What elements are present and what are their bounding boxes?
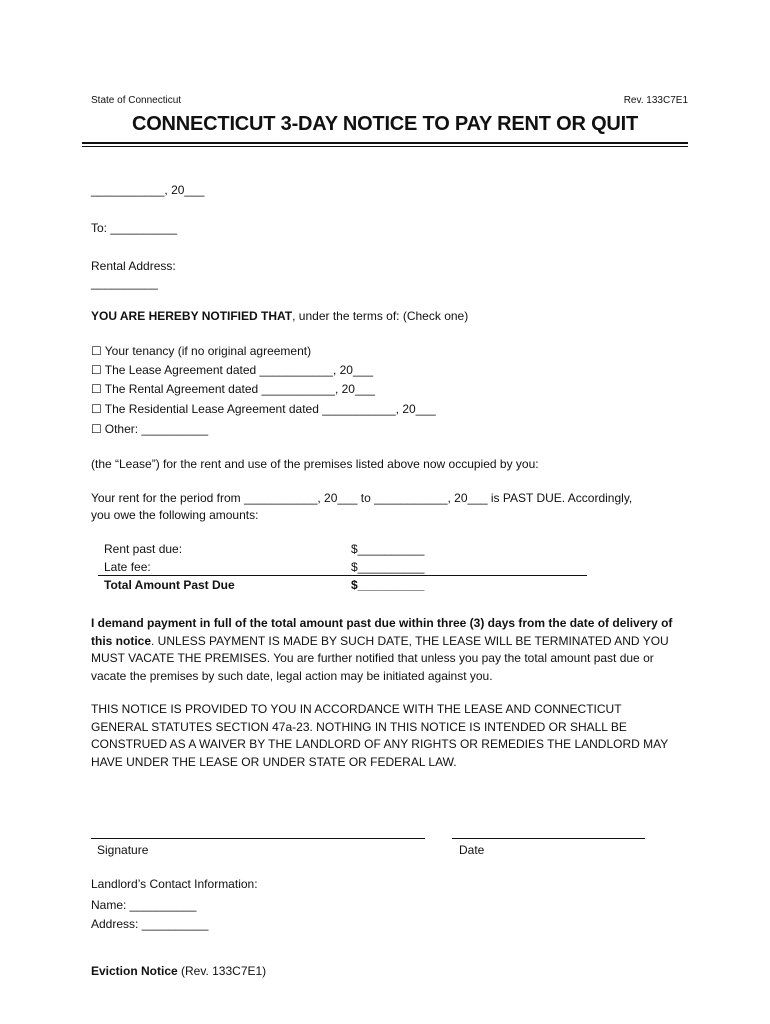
to-line: To: __________ [91, 221, 178, 235]
late-fee-value: $__________ [351, 560, 425, 574]
rent-past-due-value: $__________ [351, 542, 425, 556]
total-past-due-label: Total Amount Past Due [104, 578, 235, 592]
rent-period-line-2: you owe the following amounts: [91, 508, 259, 522]
late-fee-label: Late fee: [104, 560, 151, 574]
footer-rest: (Rev. 133C7E1) [177, 964, 267, 978]
date-label: Date [459, 843, 485, 857]
date-signature-line[interactable] [452, 838, 645, 839]
title-rule-thin [82, 146, 688, 147]
date-line: ___________, 20___ [91, 183, 205, 197]
check-option-tenancy[interactable] [91, 344, 311, 358]
footer [91, 964, 266, 978]
notified-line [91, 309, 468, 323]
notified-bold: YOU ARE HEREBY NOTIFIED THAT [91, 309, 293, 323]
notified-rest: , under the terms of: (Check one) [292, 309, 469, 323]
title-rule-thick [82, 142, 688, 144]
check-option-residential-lease[interactable] [91, 402, 436, 416]
state-label: State of Connecticut [91, 95, 182, 106]
option-label: The Lease Agreement dated ___________, 20___ [104, 363, 373, 377]
contact-heading: Landlord’s Contact Information: [91, 877, 258, 891]
signature-line[interactable] [91, 838, 425, 839]
check-option-other[interactable] [91, 422, 208, 436]
rental-address-label: Rental Address: [91, 259, 176, 273]
contact-address: Address: __________ [91, 917, 209, 931]
option-label: Your tenancy (if no original agreement) [104, 344, 312, 358]
rental-address-value: __________ [91, 276, 158, 290]
revision-label: Rev. 133C7E1 [623, 95, 688, 106]
rent-period-line-1: Your rent for the period from ___________, 20___ to ___________, 20___ is PAST DUE. Accordingly, [91, 491, 633, 505]
checkbox-icon[interactable]: ☐ [91, 402, 102, 416]
check-option-lease-agreement[interactable] [91, 363, 373, 377]
checkbox-icon[interactable]: ☐ [91, 382, 102, 396]
option-label: The Rental Agreement dated ___________, 20___ [104, 382, 375, 396]
statute-paragraph: THIS NOTICE IS PROVIDED TO YOU IN ACCORDANCE WITH THE LEASE AND CONNECTICUT GENERAL STATUTES SECTION 47a-23. NOTHING IN THIS NOTICE IS INTENDED OR SHALL BE CONSTRUED AS A WAIVER BY THE LANDLORD OF ANY RIGHTS OR REMEDIES THE LANDLORD MAY HAVE UNDER THE LEASE OR UNDER STATE OR FEDERAL LAW. [91, 702, 669, 769]
demand-bold: I demand payment in full of the total amount past due within three (3) days from the date of delivery of this notice [91, 616, 673, 648]
contact-name: Name: __________ [91, 898, 197, 912]
document-title: CONNECTICUT 3-DAY NOTICE TO PAY RENT OR QUIT [131, 113, 639, 135]
checkbox-icon[interactable]: ☐ [91, 344, 102, 358]
total-past-due-value: $__________ [351, 578, 425, 592]
checkbox-icon[interactable]: ☐ [91, 363, 102, 377]
option-label: Other: __________ [104, 422, 209, 436]
footer-bold: Eviction Notice [91, 964, 178, 978]
rent-past-due-label: Rent past due: [104, 542, 183, 556]
option-label: The Residential Lease Agreement dated ___________, 20___ [104, 402, 436, 416]
demand-rest: . UNLESS PAYMENT IS MADE BY SUCH DATE, THE LEASE WILL BE TERMINATED AND YOU MUST VACATE THE PREMISES. You are further notified that unless you pay the total amount past due or vacate the premises by such date, legal action may be initiated against you. [91, 633, 669, 683]
signature-label: Signature [97, 843, 149, 857]
check-option-rental-agreement[interactable] [91, 382, 375, 396]
amounts-divider [98, 575, 587, 576]
checkbox-icon[interactable]: ☐ [91, 422, 102, 436]
lease-line: (the “Lease”) for the rent and use of the premises listed above now occupied by you: [91, 457, 539, 471]
demand-paragraph [91, 615, 681, 685]
